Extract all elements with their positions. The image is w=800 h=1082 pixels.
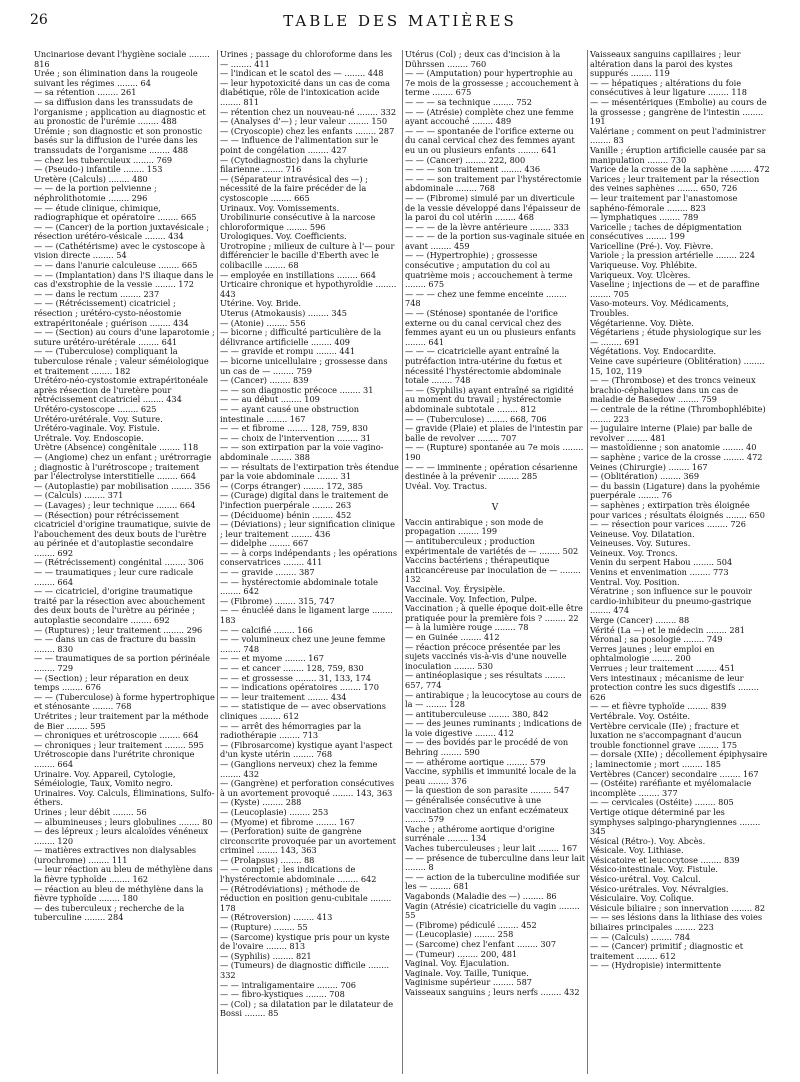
- index-entry: Vaginale. Voy. Taille, Tunique.: [405, 967, 529, 978]
- index-entry: — — athérome aortique ........ 579: [405, 756, 546, 767]
- index-entry: — (Leucoplasie) ........ 258: [405, 929, 514, 940]
- index-entry: — — (Cancer) ........ 222, 800: [405, 154, 526, 165]
- index-entry: Varicelline (Pré-). Voy. Fièvre.: [590, 240, 714, 251]
- index-entry: Variqueuse. Voy. Phlébite.: [590, 260, 698, 271]
- index-entry: Urticaire chronique et hypothyroïdie ........ 443: [220, 279, 397, 299]
- index-entry: — — et myome ........ 167: [220, 653, 324, 664]
- index-entry: — — (Syphilis) ayant entraîné sa rigidité au moment du travail ; hystérectomie abdominale subtotale ........ 812: [405, 384, 574, 414]
- index-entry: — chroniques et urétroscopie ........ 664: [34, 730, 199, 741]
- index-entry: Urétéro-cystoscope ........ 625: [34, 403, 157, 414]
- index-entry: — (Déviations) ; leur signification clinique ; leur traitement ........ 436: [220, 519, 395, 539]
- index-entry: — albumineuses ; leurs globulines ........ 80: [34, 816, 213, 827]
- index-entry: — — et fièvre typhoïde ........ 839: [590, 701, 727, 712]
- index-entry: — — traumatiques ; leur cure radicale ........ 664: [34, 567, 194, 587]
- section-spacer: [405, 491, 585, 499]
- index-entry: — — — cicatricielle ayant entraîné la putréfaction intra-utérine du fœtus et nécessité l'hystérectomie abdominale totale ........ 748: [405, 346, 562, 386]
- index-column-4: [587, 50, 772, 1074]
- index-entry: — en Guinée ........ 412: [405, 631, 500, 642]
- index-entry: Vésico-urétrales. Voy. Névralgies.: [590, 883, 729, 894]
- index-entry: — — leur traitement ........ 434: [220, 691, 347, 702]
- index-entry: — — cicatriciel, d'origine traumatique traité par la résection avec abouchement des deux bouts de l'urètre au périnée ; autoplastie secondaire ........ 692: [34, 586, 206, 626]
- index-entry: Vaccination ; à quelle époque doit-elle être pratiquée pour la première fois ? ........ 22: [405, 603, 583, 623]
- index-entry: Vésicule biliaire ; son innervation ........ 82: [590, 902, 766, 913]
- index-entry: Utérine. Voy. Bride.: [220, 298, 301, 309]
- index-entry: Ventral. Voy. Position.: [590, 576, 680, 587]
- index-entry: Uncinariose devant l'hygiène sociale ........ 816: [34, 50, 210, 69]
- index-entry: — — statistique de — avec observations cliniques ........ 612: [220, 701, 386, 721]
- index-entry: — (Ruptures) ; leur traitement ........ 296: [34, 624, 203, 635]
- index-entry: — (Calculs) ........ 371: [34, 490, 124, 501]
- index-entry: — (Rétrodéviations) ; méthode de réduction en position genu-cubitale ........ 178: [220, 883, 392, 913]
- index-entry: — sa rétention ........ 261: [34, 87, 137, 98]
- index-entry: — (Ganglions nerveux) chez la femme ........ 432: [220, 758, 378, 779]
- index-entry: — — (Tuberculose) à forme hypertrophique et sténosante ........ 768: [34, 691, 215, 712]
- index-entry: Urologiques. Voy. Coefficients.: [220, 231, 347, 242]
- index-entry: — jugulaire interne (Plaie) par balle de revolver ........ 481: [590, 423, 753, 443]
- index-column-3: [402, 50, 587, 1074]
- index-entry: Veineuses. Voy. Sutures.: [590, 538, 691, 549]
- index-entry: — bicorne unicellulaire ; grossesse dans un cas de — ........ 759: [220, 356, 388, 376]
- index-entry: Vaccine, syphilis et immunité locale de la peau ........ 376: [405, 766, 577, 786]
- index-entry: — — à corps indépendants ; les opérations conservatrices ........ 411: [220, 547, 398, 568]
- index-entry: — leur traitement par l'anastomose saphéno-fémorale ........ 823: [590, 192, 738, 213]
- index-entry: Vaseline ; injections de — et de paraffine ........ 705: [590, 279, 760, 299]
- index-entry: — — (Section) au cours d'une laparotomie ; suture urétéro-urétérale ........ 641: [34, 327, 215, 347]
- index-entry: Venin du serpent Habou ........ 504: [590, 557, 733, 568]
- index-entry: — (Curage) digital dans le traitement de l'infection puerpérale ........ 263: [220, 490, 389, 510]
- index-entry: — (Myome) et fibrome ........ 167: [220, 816, 355, 827]
- index-entry: — didelphe ........ 667: [220, 538, 309, 549]
- index-entry: — (Sarcome) chez l'enfant ........ 307: [405, 938, 557, 949]
- index-entry: — chez les tuberculeux ........ 769: [34, 154, 173, 165]
- index-entry: — (Perforation) suite de gangrène circonscrite provoquée par un avortement criminel ........ 143, 363: [220, 826, 396, 856]
- index-entry: — — influence de l'alimentation sur le point de congélation ........ 427: [220, 135, 379, 155]
- index-entry: Vésico-urétral. Voy. Calcul.: [590, 874, 701, 885]
- index-entry: Vésicale. Voy. Lithiase.: [590, 845, 684, 856]
- index-entry: Utérus (Col) ; deux cas d'incision à la Dührssen ........ 760: [405, 50, 561, 69]
- index-entry: Vésicatoire et leucocytose ........ 839: [590, 854, 740, 865]
- index-entry: — (Col) ; sa dilatation par le dilatateur de Bossi ........ 85: [220, 998, 394, 1019]
- index-entry: — (Sarcome) kystique pris pour un kyste de l'ovaire ........ 813: [220, 931, 390, 952]
- index-entry: — leur réaction au bleu de méthylène dans la fièvre typhoïde ........ 162: [34, 864, 213, 885]
- index-entry: — — de la portion pelvienne ; néphrolithotomie ........ 296: [34, 183, 157, 203]
- index-entry: — (Rétrécissement) congénital ........ 306: [34, 557, 204, 568]
- index-entry: Vers intestinaux ; mécanisme de leur protection contre les sucs digestifs ........ 626: [590, 672, 759, 702]
- index-entry: Vaccin antirabique ; son mode de propagation ........ 199: [405, 516, 544, 537]
- index-entry: — saphène ; varice de la crosse ........ 472: [590, 451, 763, 462]
- index-entry: — (Section) ; leur réparation en deux temps ........ 676: [34, 672, 189, 693]
- index-entry: — antinéoplasique ; ses résultats ........ 657, 774: [405, 670, 566, 690]
- index-entry: — (Séparateur intravésical des —) ; nécessité de la faire précéder de la cystoscopie ........ 665: [220, 173, 368, 203]
- index-entry: — (Oblitération) ........ 369: [590, 471, 700, 482]
- index-entry: — sa diffusion dans les transsudats de l'organisme ; application au diagnostic et au pronostic de l'urémie ........ 488: [34, 96, 206, 127]
- index-entry: — — et fibrome ........ 128, 759, 830: [220, 423, 368, 434]
- index-entry: — — gravide ........ 387: [220, 567, 315, 578]
- index-entry: — — complet ; les indications de l'hystérectomie abdominale ........ 642: [220, 864, 377, 885]
- index-entry: Uterus (Atmokausis) ........ 345: [220, 308, 347, 319]
- index-entry: — (Cryoscopie) chez les enfants ........ 287: [220, 125, 395, 136]
- index-entry: — — arrêt des hémorragies par la radiothérapie ........ 713: [220, 720, 362, 741]
- index-entry: Veineuse. Voy. Dilatation.: [590, 528, 695, 539]
- index-entry: — à la lumière rouge ........ 78: [405, 622, 529, 633]
- index-entry: — — calcifié ........ 166: [220, 624, 313, 635]
- index-entry: — matières extractives non dialysables (urochrome) ........ 111: [34, 845, 197, 865]
- index-entry: Vaches tuberculeuses ; leur lait ........ 167: [405, 843, 578, 854]
- index-entry: — (Atonie) ........ 556: [220, 317, 306, 328]
- index-entry: Verge (Cancer) ........ 88: [590, 615, 690, 626]
- index-entry: — — (Amputation) pour hypertrophie au 7e mois de la grossesse ; accouchement à terme ........ 675: [405, 68, 579, 98]
- index-entry: — — (Sténose) spontanée de l'orifice externe ou du canal cervical chez des femmes ayant eu un ou plusieurs enfants ........ 641: [405, 308, 576, 347]
- index-entry: Urétéro-néo-cystostomie extrapéritonéale après résection de l'uretère pour rétrécissement cicatriciel ........ 434: [34, 375, 208, 405]
- index-entry: — antituberculeuse ........ 380, 842: [405, 708, 549, 719]
- index-entry: — — hystérectomie abdominale totale ........ 642: [220, 576, 378, 597]
- index-entry: — des lépreux ; leurs alcaloïdes vénéneux ........ 120: [34, 826, 209, 846]
- index-entry: — — (Calculs) ........ 784: [590, 931, 691, 942]
- index-entry: Verrues ; leur traitement ........ 451: [590, 663, 736, 673]
- index-entry: Urétrites ; leur traitement par la méthode de Bier ........ 595: [34, 710, 209, 731]
- index-entry: Verres jaunes ; leur emploi en ophtalmologie ........ 200: [590, 643, 715, 664]
- index-entry: Vaisseaux sanguins ; leurs nerfs ........ 432: [405, 986, 580, 997]
- index-entry: Véronal ; sa posologie ........ 749: [590, 634, 723, 645]
- index-entry: Urétéro-urétérale. Voy. Suture.: [34, 413, 163, 424]
- index-entry: — (Syphilis) ........ 821: [220, 950, 312, 961]
- index-entry: — — — son traitement par l'hystérectomie abdominale ........ 768: [405, 173, 582, 194]
- index-entry: — du bassin (Ligature) dans la pyohémie puerpérale ........ 76: [590, 480, 760, 501]
- index-entry: — (Analyses d'—) ; leur valeur ........ 150: [220, 116, 388, 127]
- index-entry: — la question de son parasite ........ 547: [405, 785, 570, 796]
- index-entry: — — au début ........ 109: [220, 394, 320, 405]
- index-entry: — — (Cancer) de la portion juxtavésicale ; résection urétéro-vésicale ........ 434: [34, 221, 210, 242]
- index-entry: Variqueux. Voy. Ulcères.: [590, 269, 691, 280]
- index-entry: Végétariens ; étude physiologique sur les — ........ 691: [590, 327, 762, 347]
- index-entry: — — (Tuberculose) compliquant la tuberculose rénale ; valeur séméiologique et traitement ........ 182: [34, 346, 209, 376]
- index-entry: Uretère (Calculs) ........ 480: [34, 173, 148, 184]
- index-entry: — — choix de l'intervention ........ 31: [220, 432, 372, 443]
- index-entry: — (Autoplastie) par mobilisation ........ 356: [34, 480, 211, 491]
- index-entry: Vertèbre cervicale (IIe) ; fracture et luxation ne s'accompagnant d'aucun trouble fonctionnel grave ........ 175: [590, 720, 742, 750]
- index-entry: — centrale de la rétine (Thrombophlébite) ........ 223: [590, 403, 766, 424]
- index-entry: — (Rupture) ........ 55: [220, 922, 308, 933]
- index-entry: Vaccinale. Voy. Infection, Pulpe.: [405, 593, 537, 604]
- index-entry: Veines (Chirurgie) ........ 167: [590, 461, 708, 472]
- index-entry: — (Angiome) chez un enfant ; urétrorragie ; diagnostic à l'urétroscope ; traitement par l'électrolyse interstitielle ........ 664: [34, 451, 212, 482]
- index-entry: — — — spontanée de l'orifice externe ou du canal cervical chez des femmes ayant eu un ou plusieurs enfants ........ 641: [405, 125, 575, 155]
- index-entry: — — (Cancer) primitif ; diagnostic et traitement ........ 612: [590, 941, 744, 961]
- index-entry: Vertébrale. Voy. Ostéite.: [590, 710, 690, 721]
- index-entry: — (Lavages) ; leur technique ........ 664: [34, 499, 196, 510]
- index-entry: — — (Rupture) spontanée au 7e mois ........ 190: [405, 442, 584, 462]
- index-entry: Végétations. Voy. Endocardite.: [590, 346, 717, 357]
- index-entry: — employée en instillations ........ 664: [220, 269, 376, 280]
- index-entry: Venins et envenimation ........ 773: [590, 567, 729, 578]
- index-entry: — — dans le rectum ........ 237: [34, 288, 160, 299]
- index-entry: — — résection pour varices ........ 726: [590, 519, 746, 530]
- index-columns: [32, 50, 772, 1074]
- index-entry: — — (Implantation) dans l'S iliaque dans le cas d'exstrophie de la vessie ........ 172: [34, 269, 214, 290]
- index-entry: — (Prolapsus) ........ 88: [220, 854, 315, 865]
- index-entry: Varicelle ; taches de dépigmentation consécutives ........ 199: [590, 221, 742, 242]
- index-entry: — — (Hydropisie) intermittente: [590, 960, 722, 971]
- index-entry: Uvéal. Voy. Tractus.: [405, 480, 488, 491]
- index-entry: Urétrale. Voy. Endoscopie.: [34, 432, 144, 443]
- index-entry: — — (Rétrécissement) cicatriciel ; résection ; urétéro-cysto-néostomie extrapéritonéale ; guérison ........ 434: [34, 298, 189, 328]
- index-entry: — leur hypotoxicité dans un cas de coma diabétique, rôle de l'intoxication acide ........ 811: [220, 77, 390, 107]
- index-entry: Urinaire. Voy. Appareil, Cytologie, Séméiologie, Taux, Vomito negro.: [34, 768, 176, 789]
- index-column-1: [32, 50, 217, 1074]
- index-entry: — lymphatiques ........ 789: [590, 212, 699, 223]
- index-entry: — (Fibrosarcome) kystique ayant l'aspect d'un kyste utérin ........ 768: [220, 739, 393, 760]
- index-entry: — antirabique ; la leucocytose au cours de la — ........ 128: [405, 689, 582, 710]
- index-entry: — rétention chez un nouveau-né ........ 332: [220, 106, 397, 117]
- index-entry: — — son extirpation par la voie vagino-abdominale ........ 388: [220, 442, 384, 462]
- index-entry: — — — son traitement ........ 436: [405, 164, 541, 175]
- index-entry: Vaccinal. Voy. Érysipèle.: [405, 583, 506, 594]
- index-entry: — (Cytodiagnostic) dans la chylurie filarienne ........ 716: [220, 154, 368, 175]
- index-entry: — des tuberculeux ; recherche de la tuberculine ........ 284: [34, 902, 185, 923]
- index-entry: Vache ; athérome aortique d'origine surrénale ........ 134: [405, 823, 555, 844]
- index-entry: — l'indican et le scatol des — ........ 448: [220, 68, 384, 79]
- index-entry: — (Déciduome) bénin ........ 452: [220, 509, 352, 520]
- index-entry: — — intraligamentaire ........ 706: [220, 979, 357, 990]
- index-entry: Vertèbres (Cancer) secondaire ........ 167: [590, 768, 759, 779]
- index-entry: — antituberculeux ; production expérimentale de variétés de — ........ 502: [405, 536, 579, 556]
- index-entry: — — cervicales (Ostéite) ........ 805: [590, 797, 734, 808]
- index-entry: Vagabonds (Maladie des —) ........ 86: [405, 890, 557, 901]
- index-entry: Urotropine ; milieux de culture à l'— pour différencier le bacille d'Eberth avec le colibacille ........ 68: [220, 240, 395, 271]
- index-entry: Vaisseaux sanguins capillaires ; leur altération dans la paroi des kystes suppurés ........ 119: [590, 50, 741, 79]
- page-header: [30, 12, 770, 36]
- index-entry: — (Tumeurs) de diagnostic difficile ........ 332: [220, 960, 390, 980]
- index-entry: — — — chez une femme enceinte ........ 748: [405, 288, 567, 309]
- index-entry: — (Cancer) ........ 839: [220, 375, 309, 386]
- index-entry: — — présence de tuberculine dans leur lait ........ 8: [405, 852, 585, 873]
- index-entry: — (Gangrène) et perforation consécutives à un avortement provoqué ........ 143, 363: [220, 778, 395, 798]
- index-entry: Variole ; la pression artérielle ........ 224: [590, 250, 755, 261]
- index-entry: — — (Hypertrophie) ; grossesse consécutive ; amputation du col au quatrième mois ; accouchement à terme ........ 675: [405, 250, 573, 290]
- index-entry: Valériane ; comment on peut l'administrer ........ 83: [590, 125, 766, 146]
- index-entry: — bicorne ; difficulté particulière de la délivrance artificielle ........ 409: [220, 327, 382, 347]
- index-entry: — — et grossesse ........ 31, 133, 174: [220, 672, 372, 683]
- index-entry: — saphènes ; extirpation très éloignée pour varices ; résultats éloignés ........ 650: [590, 499, 765, 520]
- index-entry: Vagin (Atrésie) cicatricielle du vagin ........ 55: [405, 900, 580, 921]
- index-entry: — — indications opératoires ........ 170: [220, 682, 379, 693]
- index-entry: — — hépatiques ; altérations du foie consécutives à leur ligature ........ 118: [590, 77, 747, 98]
- index-entry: — mastoïdienne ; son anatomie ........ 40: [590, 442, 757, 453]
- index-entry: — — (Tuberculose) ........ 668, 706: [405, 413, 547, 424]
- index-entry: — — (Thrombose) et des troncs veineux brachio-céphaliques dans un cas de maladie de Basedow ........ 759: [590, 375, 756, 405]
- page-title: TABLE DES MATIÈRES: [283, 12, 517, 30]
- index-entry: — — — de la lèvre antérieure ........ 333: [405, 221, 569, 232]
- index-entry: — (Ostéite) raréfiante et myélomalacie incomplète ........ 377: [590, 778, 752, 798]
- index-entry: — dorsale (XIIe) ; décollement épiphysaire ; laminectomie ; mort ........ 185: [590, 749, 768, 769]
- index-entry: Vanille ; éruption artificielle causée par sa manipulation ........ 730: [590, 144, 766, 165]
- index-entry: — — (Atrésie) complète chez une femme ayant accouché ........ 489: [405, 106, 574, 127]
- index-entry: Urétroscopie dans l'urétrite chronique ........ 664: [34, 749, 195, 769]
- index-entry: — (Rétroversion) ........ 413: [220, 912, 333, 923]
- index-entry: Vérité (La —) et le médecin ........ 281: [590, 624, 746, 635]
- index-entry: — — des bovidés par le procédé de von Behring ........ 590: [405, 737, 569, 758]
- index-entry: Vératrine ; son influence sur le pouvoir cardio-inhibiteur du pneumo-gastrique ........ 474: [590, 586, 753, 616]
- index-entry: — (Résection) pour rétrécissement cicatriciel d'origine traumatique, suivie de l'abouchement des deux bouts de l'urètre au périnée et d'autoplastie secondaire ........ 692: [34, 509, 211, 558]
- index-entry: — (Leucoplasie) ........ 253: [220, 806, 329, 817]
- index-entry: Vaginal. Voy. Éjaculation.: [405, 958, 510, 969]
- index-entry: Urinaires. Voy. Calculs, Éliminations, Sulfo-éthers.: [34, 787, 215, 808]
- index-entry: — — — sa technique ........ 752: [405, 96, 532, 107]
- index-column-2: [217, 50, 402, 1074]
- index-entry: — — — de la portion sus-vaginale située en avant ........ 459: [405, 231, 585, 251]
- index-entry: — — son diagnostic précoce ........ 31: [220, 384, 374, 395]
- index-entry: — — énucléé dans le ligament large ........ 183: [220, 605, 393, 626]
- index-entry: — — action de la tuberculine modifiée sur les — ........ 681: [405, 871, 580, 892]
- index-entry: — — fibro-kystiques ........ 708: [220, 989, 345, 1000]
- index-entry: — (Fibrome) ........ 315, 747: [220, 595, 335, 606]
- index-entry: — réaction précoce présentée par les sujets vaccinés vis-à-vis d'une nouvelle inoculation ........ 530: [405, 641, 567, 671]
- index-entry: Vaginisme supérieur ........ 587: [405, 977, 532, 988]
- index-entry: — — — imminente ; opération césarienne destinée à la prévenir ........ 285: [405, 461, 578, 482]
- index-entry: Urémie ; son diagnostic et son pronostic basés sur la diffusion de l'urée dans les transsudats de l'organisme ........ 488: [34, 125, 203, 155]
- index-entry: Veineux. Voy. Troncs.: [590, 547, 678, 558]
- index-entry: Urobilinurie consécutive à la narcose chloroformique ........ 596: [220, 212, 376, 232]
- index-entry: Veine cave supérieure (Oblitération) ........ 15, 102, 119: [590, 356, 765, 376]
- index-entry: — — gravide et rompu ........ 441: [220, 346, 356, 357]
- index-entry: Urétéro-vaginale. Voy. Fistule.: [34, 423, 160, 434]
- index-entry: Varices ; leur traitement par la résection des veines saphènes ........ 650, 726: [590, 173, 760, 194]
- index-entry: — (Corps étranger) ........ 172, 385: [220, 480, 364, 491]
- index-entry: — (Fibrome) pédiculé ........ 452: [405, 919, 537, 930]
- index-entry: — — des jeunes ruminants ; indications de la voie digestive ........ 412: [405, 718, 582, 738]
- index-entry: — — dans un cas de fracture du bassin ........ 830: [34, 634, 196, 654]
- index-entry: — — volumineux chez une jeune femme ........ 748: [220, 634, 386, 654]
- index-entry: — — étude clinique, chimique, radiographique et opératoire ........ 665: [34, 202, 197, 223]
- index-entry: — — ayant causé une obstruction intestinale ........ 167: [220, 403, 360, 424]
- index-entry: Vésical (Rétro-). Voy. Abcès.: [590, 835, 706, 846]
- index-entry: — (Kyste) ........ 288: [220, 797, 302, 808]
- index-entry: Vaccins bactériens ; thérapeutique anticancéreuse par inoculation de — ........ 132: [405, 555, 581, 585]
- index-entry: Varice de la crosse de la saphène ........ 472: [590, 164, 770, 175]
- index-entry: — (Pseudo-) infantile ........ 153: [34, 164, 163, 175]
- index-entry: — — ses lésions dans la lithiase des voies biliaires principales ........ 223: [590, 912, 763, 933]
- index-entry: Végétarienne. Voy. Diète.: [590, 317, 694, 328]
- index-entry: Urètre (Absence) congénitale ........ 118: [34, 442, 199, 453]
- index-entry: — généralisée consécutive à une vaccination chez un enfant eczémateux ........ 579: [405, 795, 569, 825]
- index-entry: — — dans l'anurie calculeuse ........ 665: [34, 260, 198, 271]
- index-entry: — — traumatiques de sa portion périnéale ........ 729: [34, 653, 210, 673]
- index-entry: — chroniques ; leur traitement ........ 595: [34, 739, 204, 750]
- index-entry: — — résultats de l'extirpation très étendue par la voie abdominale ........ 31: [220, 461, 399, 482]
- index-entry: — réaction au bleu de méthylène dans la fièvre typhoïde ........ 180: [34, 883, 204, 904]
- index-entry: Vésiculaire. Voy. Colique.: [590, 893, 694, 904]
- index-entry: Urinaux. Voy. Vomissements.: [220, 202, 340, 213]
- section-heading: V: [491, 503, 499, 514]
- index-entry: Vertige otique déterminé par les symphyses salpingo-pharyngiennes ........ 345: [590, 806, 761, 837]
- index-entry: Urines ; leur débit ........ 56: [34, 806, 147, 817]
- index-entry: — — et cancer ........ 128, 759, 830: [220, 663, 364, 673]
- index-entry: — — (Fibrome) simulé par un diverticule de la vessie développé dans l'épaisseur de la paroi du col utérin ........ 468: [405, 192, 581, 223]
- index-entry: Urines ; passage du chloroforme dans les — ........ 411: [220, 50, 393, 69]
- index-entry: — — (Cathétérisme) avec le cystoscope à vision directe ........ 54: [34, 240, 206, 261]
- index-entry: Urée ; son élimination dans la rougeole suivant les régimes ........ 64: [34, 68, 198, 88]
- index-entry: — (Tumeur) ........ 200, 481: [405, 948, 518, 959]
- index-entry: Vaso-moteurs. Voy. Médicaments, Troubles.: [590, 298, 729, 319]
- index-entry: Vésico-intestinale. Voy. Fistule.: [590, 864, 719, 875]
- index-entry: — — mésentériques (Embolie) au cours de la grossesse ; gangrène de l'intestin ........ 191: [590, 96, 767, 127]
- page-number: 26: [30, 12, 48, 28]
- index-entry: — gravide (Plaie) et plaies de l'intestin par balle de revolver ........ 707: [405, 423, 583, 443]
